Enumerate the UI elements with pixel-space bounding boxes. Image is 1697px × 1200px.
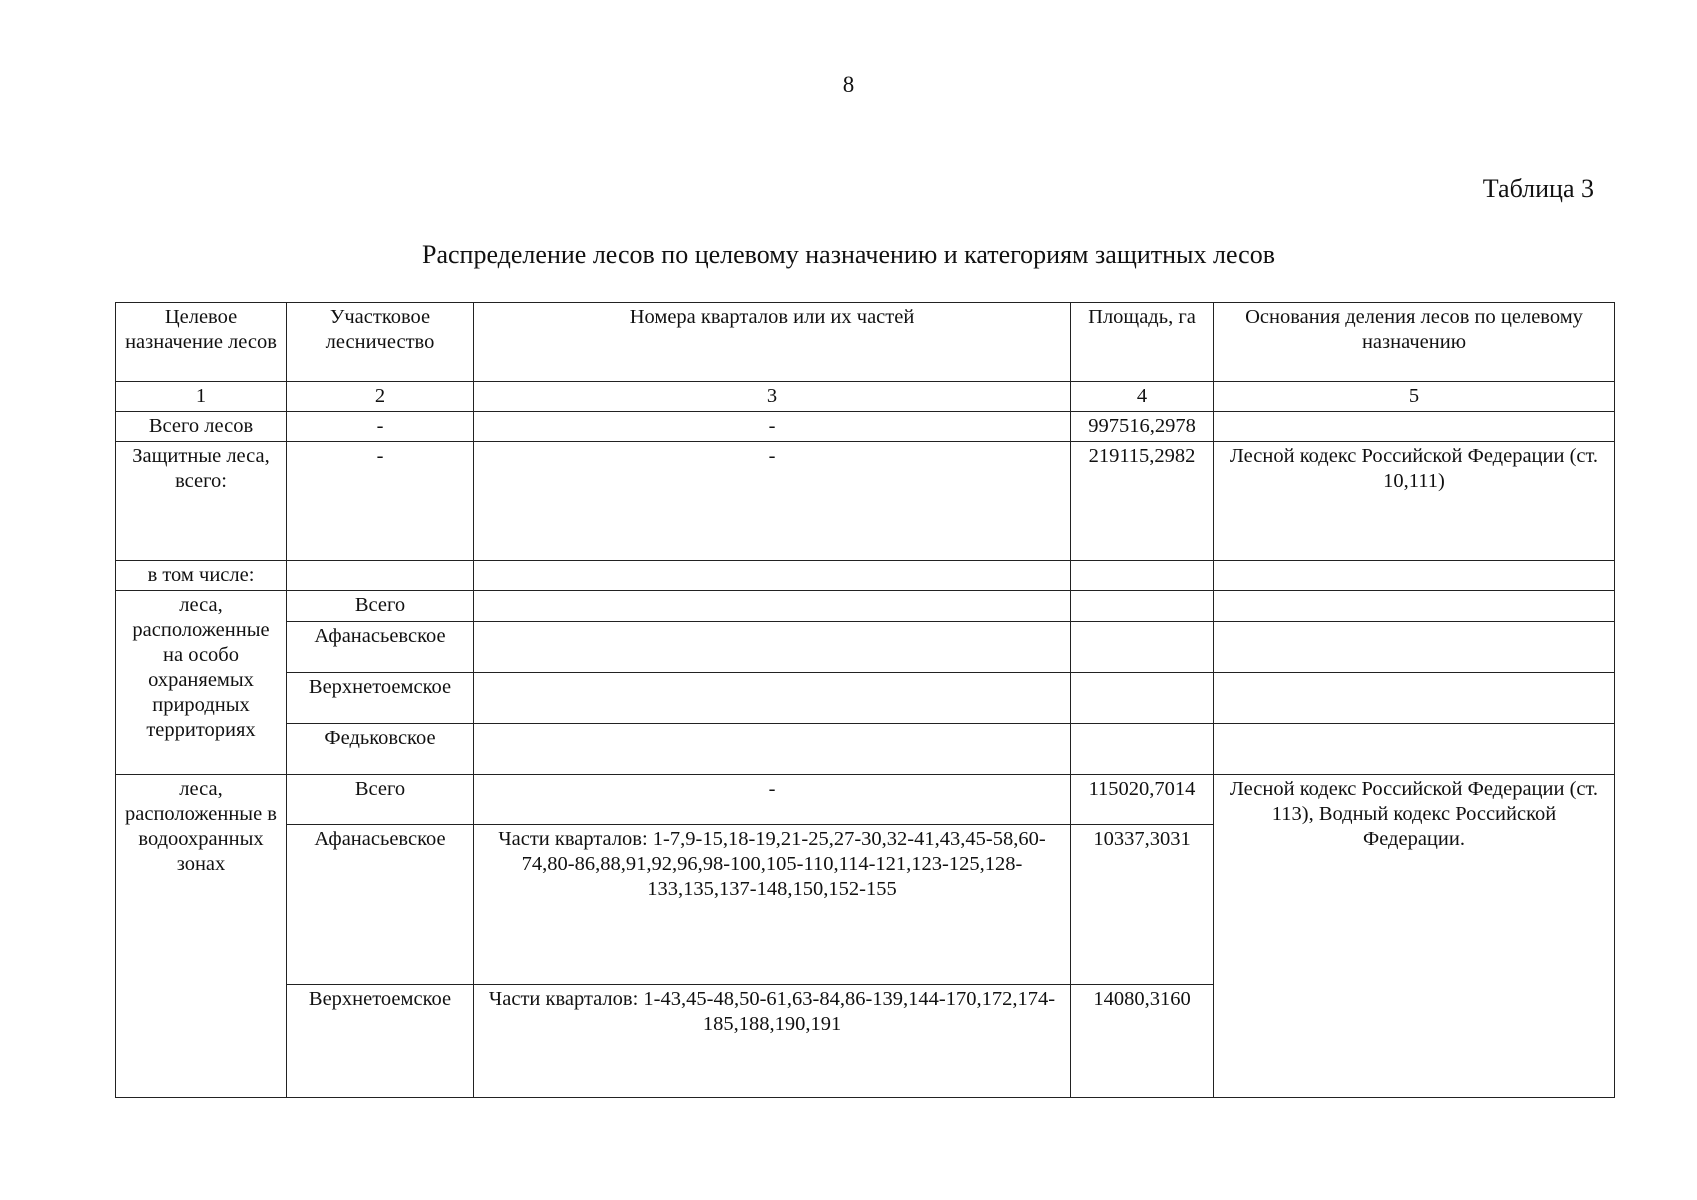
basis-cell <box>1214 622 1615 673</box>
column-number: 1 <box>116 382 287 412</box>
quarters-cell: - <box>474 775 1071 825</box>
district-cell: Верхнетоемское <box>287 673 474 724</box>
basis-cell <box>1214 673 1615 724</box>
quarters-cell <box>474 673 1071 724</box>
quarters-cell <box>474 724 1071 775</box>
basis-cell <box>1214 412 1615 442</box>
purpose-cell: леса, расположенные на особо охраняемых природных территориях <box>116 591 287 775</box>
quarters-cell <box>474 591 1071 622</box>
quarters-cell: - <box>474 412 1071 442</box>
table-row-protected-areas-total <box>116 591 1615 622</box>
basis-cell: Лесной кодекс Российской Федерации (ст. 10,111) <box>1214 442 1615 561</box>
table-caption: Таблица 3 <box>1482 174 1594 203</box>
area-cell <box>1071 724 1214 775</box>
page-number: 8 <box>842 72 855 97</box>
table-row-including <box>116 561 1615 591</box>
column-number: 2 <box>287 382 474 412</box>
area-cell: 219115,2982 <box>1071 442 1214 561</box>
column-number: 5 <box>1214 382 1615 412</box>
header-purpose: Целевое назначение лесов <box>116 303 287 382</box>
header-district: Участковое лесничество <box>287 303 474 382</box>
table-title: Распределение лесов по целевому назначению и категориям защитных лесов <box>422 240 1275 269</box>
district-cell: Верхнетоемское <box>287 985 474 1098</box>
table-row-protected-areas-district <box>116 673 1615 724</box>
purpose-cell: Защитные леса, всего: <box>116 442 287 561</box>
district-cell: - <box>287 442 474 561</box>
purpose-cell: в том числе: <box>116 561 287 591</box>
table-row-protected-areas-district <box>116 622 1615 673</box>
quarters-cell: - <box>474 442 1071 561</box>
district-cell: Афанасьевское <box>287 825 474 985</box>
table-row-water-protection-total <box>116 775 1615 825</box>
quarters-cell: Части кварталов: 1-43,45-48,50-61,63-84,86-139,144-170,172,174-185,188,190,191 <box>474 985 1071 1098</box>
header-area: Площадь, га <box>1071 303 1214 382</box>
purpose-cell: Всего лесов <box>116 412 287 442</box>
district-cell: Всего <box>287 591 474 622</box>
purpose-cell: леса, расположенные в водоохранных зонах <box>116 775 287 1098</box>
basis-cell: Лесной кодекс Российской Федерации (ст. 113), Водный кодекс Российской Федерации. <box>1214 775 1615 1098</box>
column-number-row <box>116 382 1615 412</box>
header-basis: Основания деления лесов по целевому назначению <box>1214 303 1615 382</box>
table-header-row <box>116 303 1615 382</box>
quarters-cell <box>474 622 1071 673</box>
quarters-cell <box>474 561 1071 591</box>
area-cell: 10337,3031 <box>1071 825 1214 985</box>
table-row-total <box>116 412 1615 442</box>
district-cell: - <box>287 412 474 442</box>
district-cell: Федьковское <box>287 724 474 775</box>
area-cell <box>1071 561 1214 591</box>
column-number: 3 <box>474 382 1071 412</box>
district-cell: Всего <box>287 775 474 825</box>
basis-cell <box>1214 561 1615 591</box>
district-cell <box>287 561 474 591</box>
basis-cell <box>1214 591 1615 622</box>
area-cell: 14080,3160 <box>1071 985 1214 1098</box>
area-cell <box>1071 591 1214 622</box>
area-cell: 997516,2978 <box>1071 412 1214 442</box>
header-quarters: Номера кварталов или их частей <box>474 303 1071 382</box>
column-number: 4 <box>1071 382 1214 412</box>
area-cell: 115020,7014 <box>1071 775 1214 825</box>
forest-distribution-table <box>115 302 1615 1098</box>
quarters-cell: Части кварталов: 1-7,9-15,18-19,21-25,27-30,32-41,43,45-58,60-74,80-86,88,91,92,96,98-100,105-110,114-121,123-125,128-133,135,137-148,150,152-155 <box>474 825 1071 985</box>
area-cell <box>1071 673 1214 724</box>
area-cell <box>1071 622 1214 673</box>
table-row-protective <box>116 442 1615 561</box>
table-row-protected-areas-district <box>116 724 1615 775</box>
basis-cell <box>1214 724 1615 775</box>
district-cell: Афанасьевское <box>287 622 474 673</box>
